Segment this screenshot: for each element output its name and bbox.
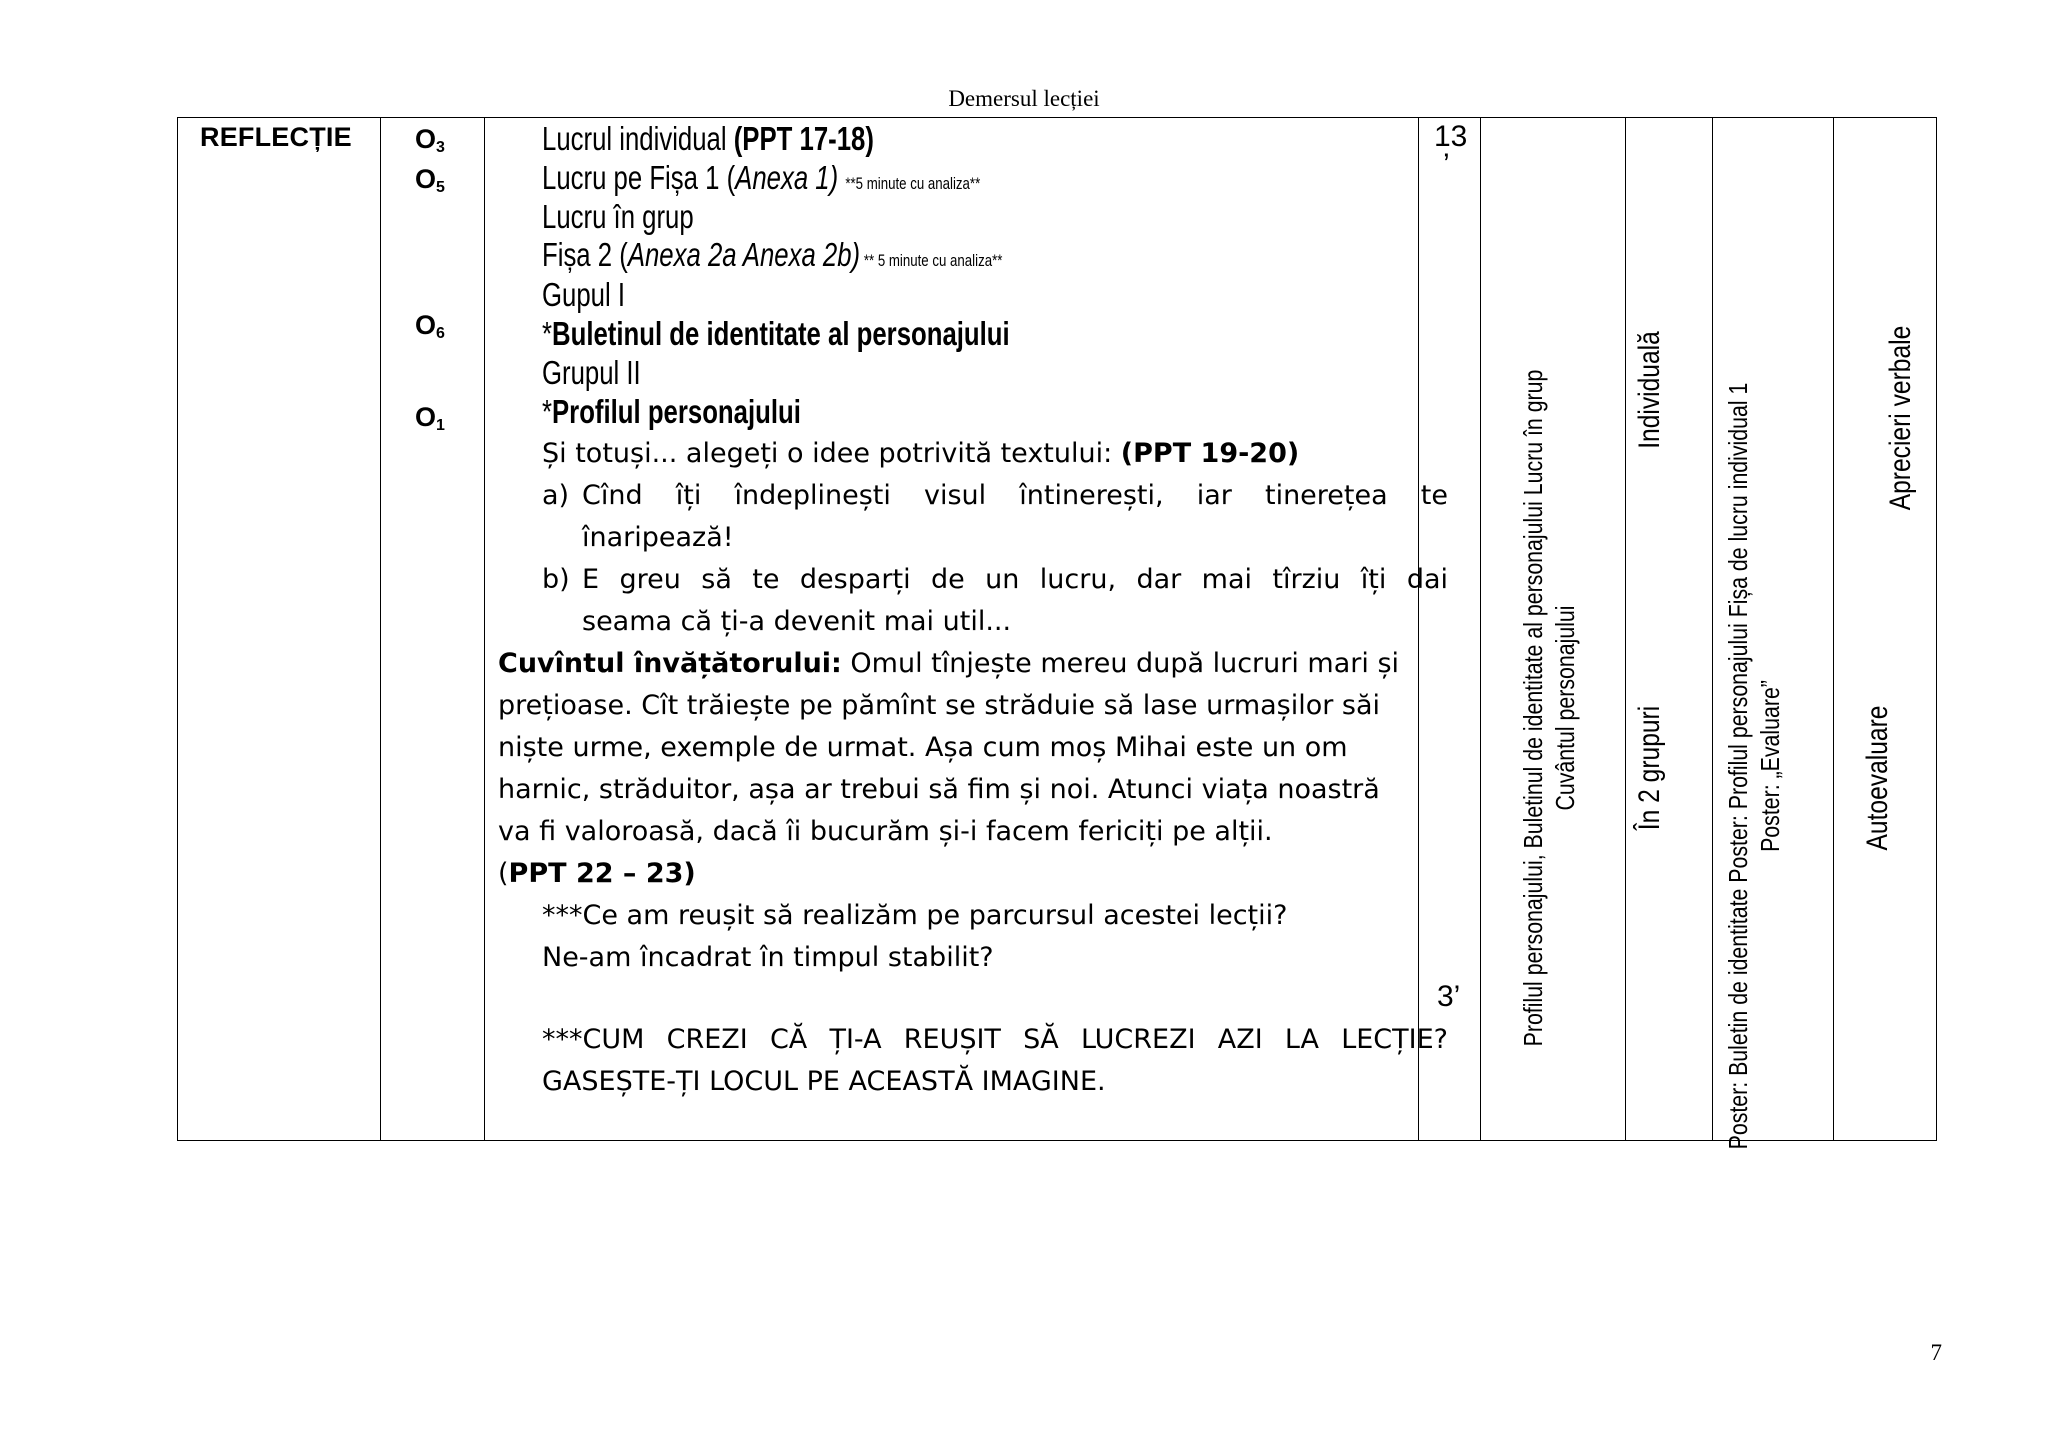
- organization-label: În 2 grupuri: [1633, 705, 1666, 831]
- content-text: Lucrul individual: [542, 120, 734, 157]
- content-line: [542, 236, 1002, 274]
- content-text: Lucru pe Fișa 1 (: [542, 159, 736, 196]
- stage-label: REFLECȚIE: [200, 122, 352, 152]
- organization-label: Individuală: [1633, 331, 1666, 449]
- content-line: Grupul II: [542, 354, 641, 391]
- resources-line: Poster: Buletin de identitate Poster: Profilul personajului Fișa de lucru individual 1: [1723, 382, 1753, 1150]
- content-text: PPT 22 – 23): [508, 858, 696, 889]
- content-text: *: [542, 393, 553, 430]
- content-text: Buletinul de identitate al personajului: [552, 315, 1010, 352]
- content-line: [542, 159, 980, 197]
- column-divider: [1712, 118, 1713, 1140]
- content-text: Anexa 2a Anexa 2b): [627, 236, 861, 273]
- column-divider: [1625, 118, 1626, 1140]
- objective-o5: $O_5$: [415, 164, 445, 196]
- content-line: [542, 393, 801, 431]
- column-divider: [484, 118, 485, 1140]
- content-text: *: [542, 315, 553, 352]
- reflection-question: ***Ce am reușit să realizăm pe parcursul acestei lecții?: [542, 900, 1288, 931]
- content-text: (PPT 19-20): [1120, 438, 1300, 469]
- teacher-word-label: Cuvîntul învățătorului:: [498, 648, 842, 679]
- evaluation-label: Autoevaluare: [1861, 705, 1894, 851]
- reflection-question: ***CUM CREZI CĂ ȚI-A REUȘIT SĂ LUCREZI AZI LA LECȚIE?: [542, 1024, 1448, 1055]
- content-text: Fișa 2 (: [542, 236, 628, 273]
- content-line: [542, 438, 1299, 469]
- page-number: 7: [1930, 1340, 1942, 1365]
- content-text: Profilul personajului: [552, 393, 801, 430]
- teacher-word: [498, 648, 1399, 679]
- teacher-word-line: va fi valoroasă, dacă îi bucurăm și-i facem fericiți pe alții.: [498, 816, 1273, 847]
- column-divider: [1833, 118, 1834, 1140]
- content-text: Și totuși... alegeți o idee potrivită textului:: [542, 438, 1121, 469]
- page-header: Demersul lecției: [948, 86, 1100, 111]
- content-line: Gupul I: [542, 276, 625, 313]
- reflection-question: Ne-am încadrat în timpul stabilit?: [542, 942, 994, 973]
- lesson-table: [177, 117, 1937, 1150]
- resources-line: Poster: „Evaluare”: [1755, 680, 1785, 852]
- teacher-word-line: prețioase. Cît trăiește pe pămînt se străduie să lase urmașilor săi: [498, 690, 1381, 721]
- objective-o1: $O_1$: [415, 402, 445, 434]
- content-text: (PPT 17-18): [733, 120, 874, 157]
- reflection-question: GASEȘTE-ȚI LOCUL PE ACEASTĂ IMAGINE.: [542, 1066, 1106, 1097]
- content-text: (: [498, 858, 509, 889]
- teacher-word-line: harnic, străduitor, așa ar trebui să fim și noi. Atunci viața noastră: [498, 774, 1380, 805]
- content-line: [542, 315, 1010, 353]
- content-text: ** 5 minute cu analiza**: [860, 251, 1003, 270]
- option-b-line: seama că ți-a devenit mai util...: [582, 606, 1012, 637]
- objective-o3: $O_3$: [415, 124, 445, 156]
- lesson-content: [496, 118, 1581, 1138]
- option-a-line: Cînd îți îndeplinești visul întinerești, iar tinerețea te: [582, 480, 1448, 511]
- content-text: **5 minute cu analiza**: [845, 174, 981, 193]
- forms-line: Cuvântul personajului: [1550, 605, 1580, 811]
- column-divider: [380, 118, 381, 1140]
- content-line: Lucru în grup: [542, 198, 694, 235]
- option-marker: a): [542, 480, 570, 511]
- option-marker: b): [542, 564, 570, 595]
- time-value: 13: [1434, 120, 1468, 153]
- content-text: Anexa 1): [735, 159, 839, 196]
- option-a-line: înaripează!: [582, 522, 734, 553]
- teacher-word-line: niște urme, exemple de urmat. Așa cum moș Mihai este un om: [498, 732, 1348, 763]
- forms-line: Profilul personajului, Buletinul de identitate al personajului Lucru în grup: [1518, 369, 1548, 1047]
- content-line: [498, 858, 696, 889]
- objective-o6: $O_6$: [415, 310, 445, 342]
- time-value: 3’: [1437, 980, 1461, 1013]
- content-text: Omul tînjește mereu după lucruri mari și: [841, 648, 1400, 679]
- time-value: ’: [1443, 148, 1450, 181]
- evaluation-label: Aprecieri verbale: [1884, 325, 1917, 511]
- option-b-line: E greu să te desparți de un lucru, dar mai tîrziu îți dai: [582, 564, 1448, 595]
- content-line: [542, 120, 874, 158]
